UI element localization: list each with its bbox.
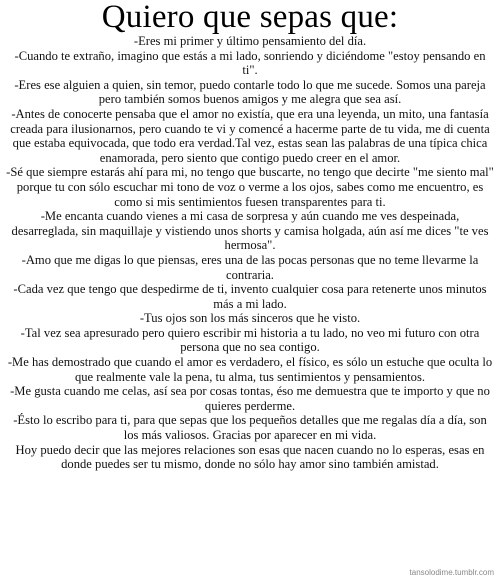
paragraph-2: -Cuando te extraño, imagino que estás a mi lado, sonriendo y diciéndome "estoy pensando en ti". — [14, 48, 486, 78]
paragraph-14: Hoy puedo decir que las mejores relaciones son esas que nacen cuando no lo esperas, esas en donde puedes ser tu mismo, donde no sólo hay amor sino también amistad. — [15, 442, 485, 472]
paragraph-12: -Me gusta cuando me celas, así sea por cosas tontas, éso me demuestra que te importo y que no quieres perderme. — [10, 384, 490, 413]
document-body — [6, 34, 494, 472]
paragraph-8: -Cada vez que tengo que despedirme de ti, invento cualquier cosa para retenerte unos minutos más a mi lado. — [13, 282, 487, 311]
paragraph-3: -Eres ese alguien a quien, sin temor, puedo contarle todo lo que me sucede. Somos una pareja pero también somos buenos amigos y me alegra que sea así. — [14, 77, 486, 107]
paragraph-1: -Eres mi primer y último pensamiento del día. — [133, 34, 367, 48]
paragraph-11: -Me has demostrado que cuando el amor es verdadero, el físico, es sólo un estuche que oculta lo que realmente vale la pena, tu alma, tus sentimientos y pensamientos. — [7, 355, 493, 384]
paragraph-5: -Sé que siempre estarás ahí para mi, no tengo que buscarte, no tengo que decirte "me siento mal" porque tu con sólo escuchar mi tono de voz o verme a los ojos, sabes como me encuentro, es como si mis sentimientos fuesen transparentes para ti. — [6, 165, 494, 209]
paragraph-13: -Ésto lo escribo para ti, para que sepas que los pequeños detalles que me regalas día a día, son los más valiosos. Gracias por aparecer en mi vida. — [13, 413, 487, 443]
paragraph-6: -Me encanta cuando vienes a mi casa de sorpresa y aún cuando me ves despeinada, desarreglada, sin maquillaje y vistiendo unos shorts y camisa holgada, aún así me dices "te ves hermosa". — [11, 209, 489, 253]
paragraph-4: -Antes de conocerte pensaba que el amor no existía, que era una leyenda, un mito, una fantasía creada para ilusionarnos, pero cuando te vi y comencé a hacerme parte de tu vida, me di cuenta que estaba equivocada, que todo era verdad.Tal vez, estas sean las palabras de una típica chica enamorada, pero siento que contigo puedo creer en el amor. — [10, 106, 490, 165]
document-title: Quiero que sepas que: — [101, 0, 399, 35]
paragraph-10: -Tal vez sea apresurado pero quiero escribir mi historia a tu lado, no veo mi futuro con otra persona que no sea contigo. — [20, 325, 480, 355]
source-watermark: tansolodime.tumblr.com — [409, 568, 494, 577]
paragraph-7: -Amo que me digas lo que piensas, eres una de las pocas personas que no teme llevarme la contraria. — [21, 252, 479, 282]
paragraph-9: -Tus ojos son los más sinceros que he visto. — [139, 311, 361, 326]
